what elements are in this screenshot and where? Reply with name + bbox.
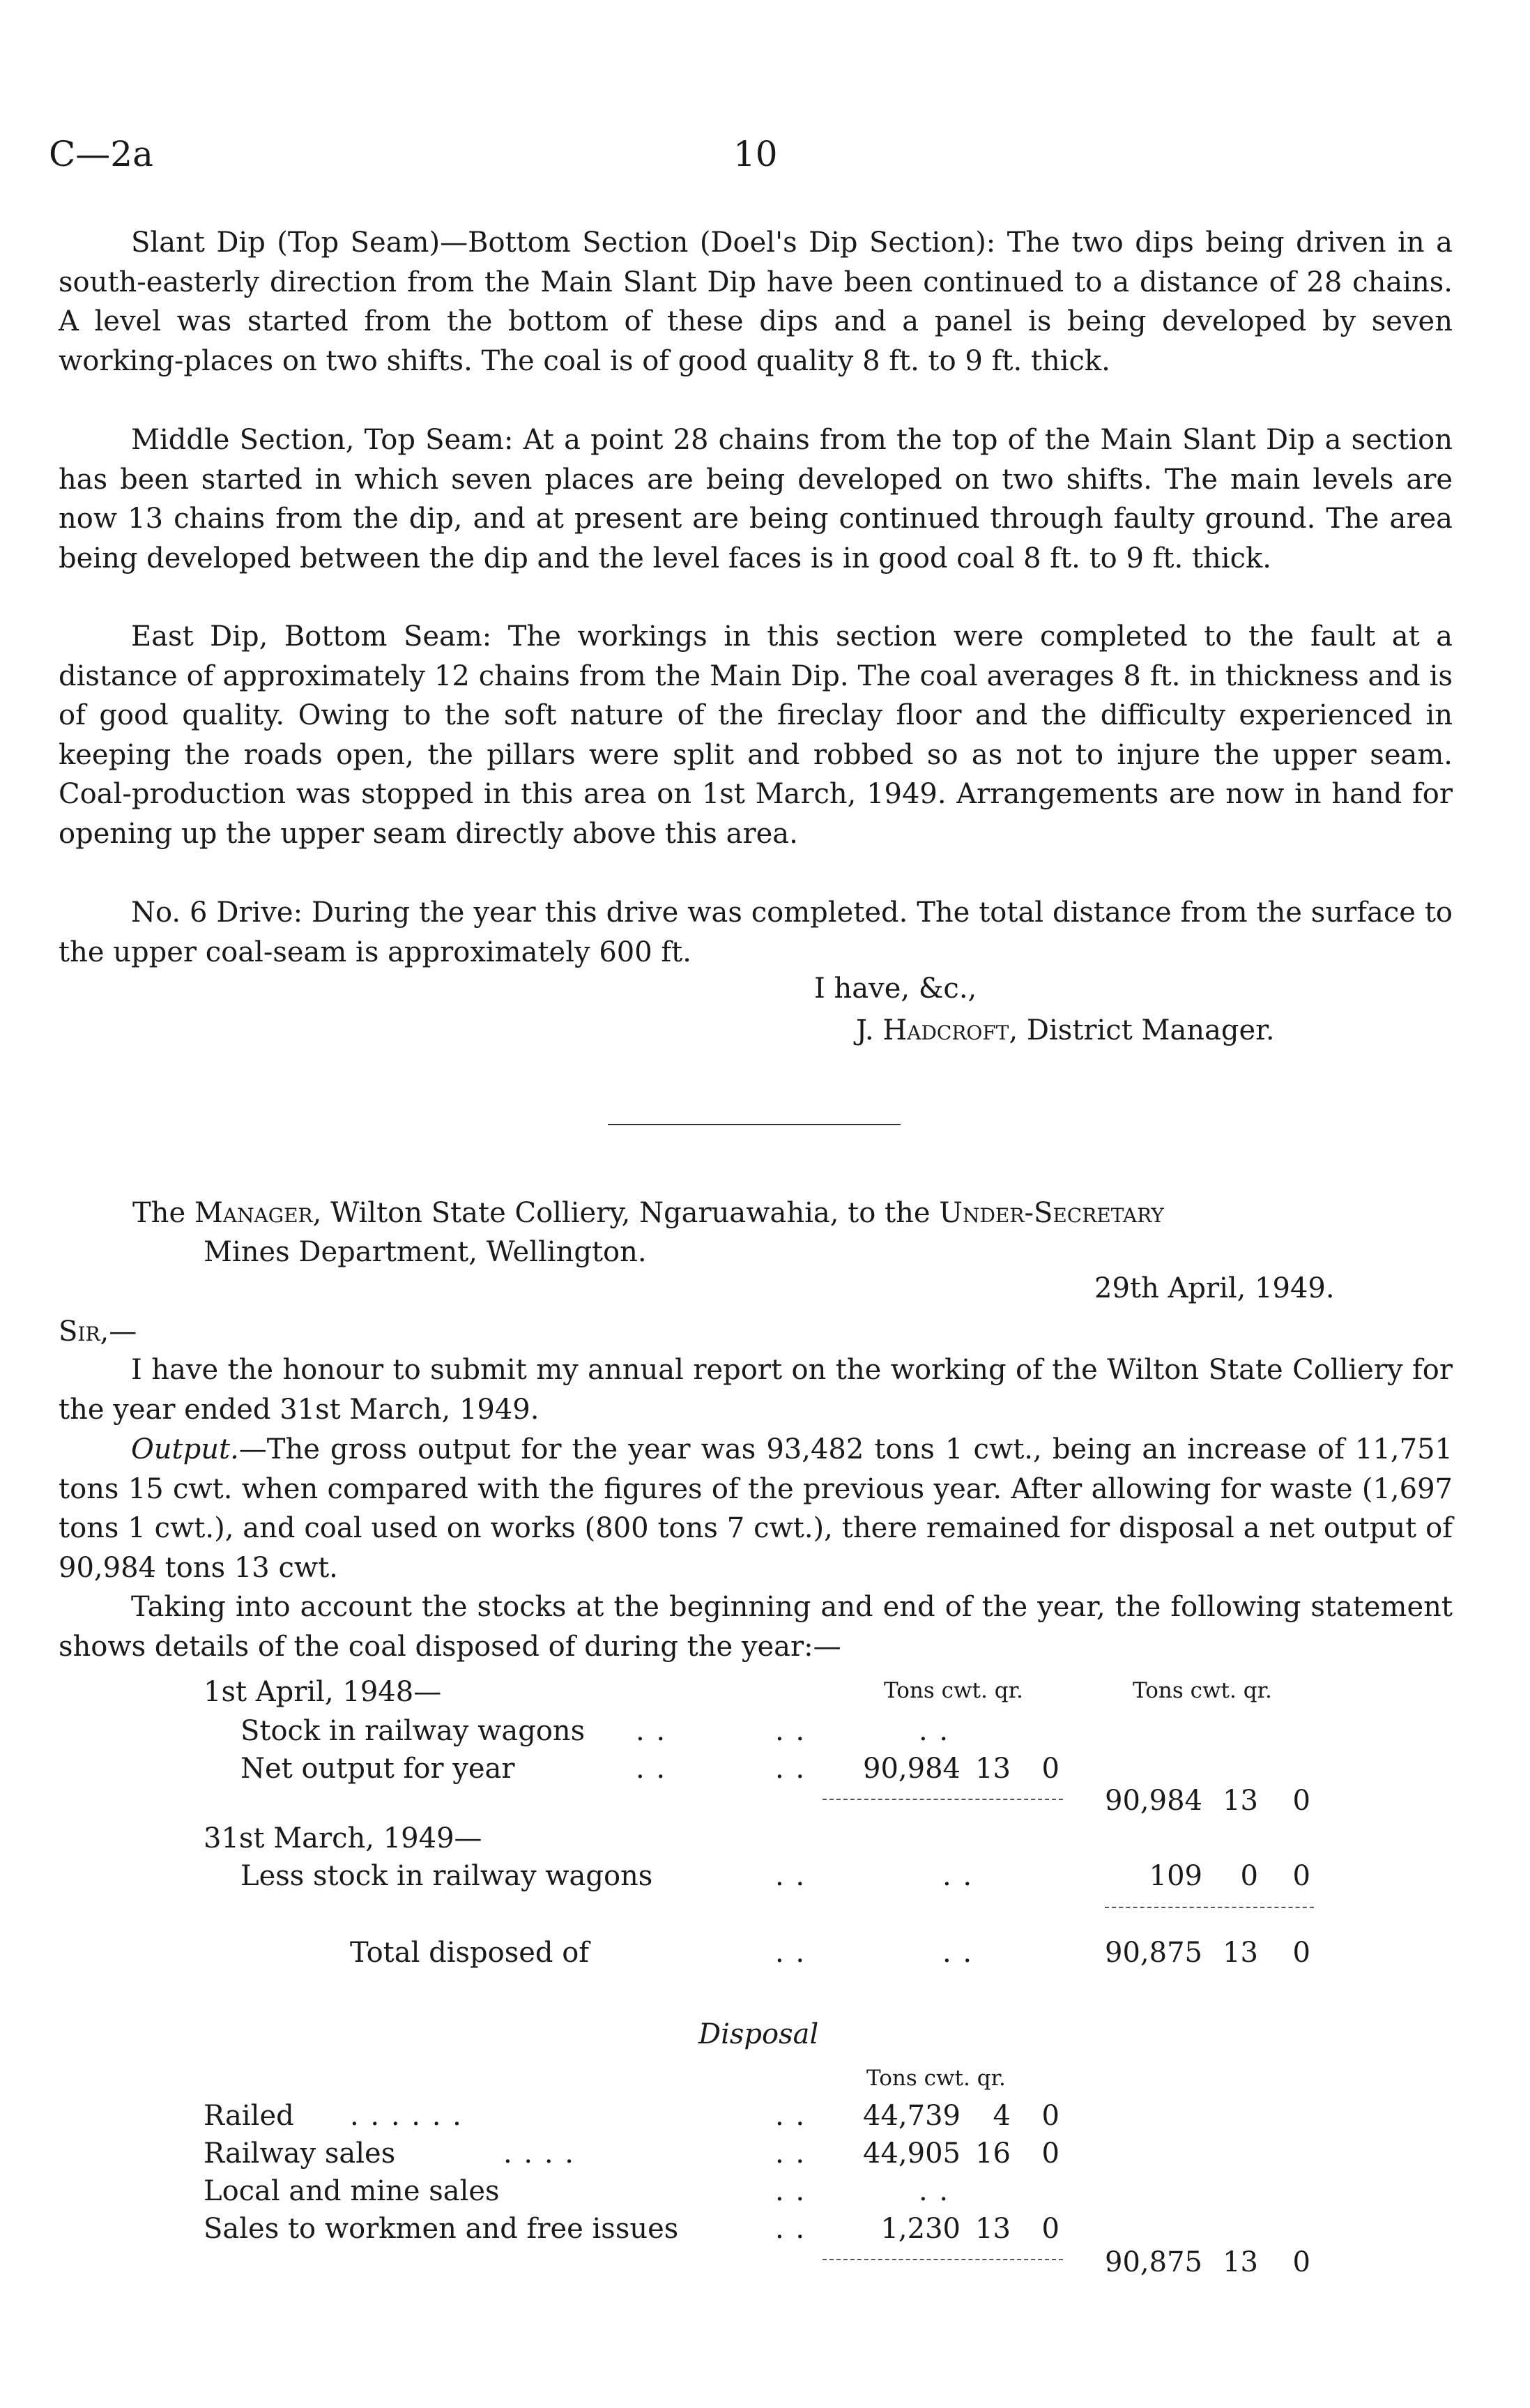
row-total-qr: 0 xyxy=(1292,1937,1310,1969)
disposal-total-tons: 90,875 xyxy=(1105,2246,1202,2278)
signatory-title: District Manager. xyxy=(1026,1014,1275,1046)
disposal-row-railway-sales-leaders: . . . . xyxy=(503,2138,576,2170)
output-text: —The gross output for the year was 93,482 tons 1 cwt., being an increase of 11,751 tons 15 cwt. when compared with the figures of the previous year. After allowing for waste (1,697 tons 1 cwt.), and coal used on works (800 tons 7 cwt.), there remained for disposal a net output of 90,984 tons 13 cwt. xyxy=(59,1433,1453,1584)
row-net-qr: 0 xyxy=(1041,1753,1059,1785)
row-less-cwt: 0 xyxy=(1240,1860,1258,1892)
disposal-row-local-label: Local and mine sales xyxy=(204,2175,500,2207)
disposal-row-railway-sales-cwt: 16 xyxy=(975,2138,1011,2170)
row-less-label: Less stock in railway wagons xyxy=(240,1860,653,1892)
disposal-row-local-leaders-2: . . xyxy=(775,2175,806,2207)
statement-date-closing: 31st March, 1949— xyxy=(204,1822,482,1854)
disposal-row-workmen-cwt: 13 xyxy=(975,2213,1011,2245)
subtotal-tons: 90,984 xyxy=(1105,1785,1202,1817)
disposal-row-workmen-qr: 0 xyxy=(1041,2213,1059,2245)
disposal-row-railed-qr: 0 xyxy=(1041,2100,1059,2132)
disposal-row-railway-sales-label: Railway sales xyxy=(204,2138,396,2170)
disposal-col-header: Tons cwt. qr. xyxy=(866,2066,1006,2091)
subtotal-rule-1 xyxy=(823,1799,1063,1800)
row-less-qr: 0 xyxy=(1292,1860,1310,1892)
row-total-leaders: . . xyxy=(775,1937,806,1969)
page-number: 10 xyxy=(733,134,778,174)
disposal-total-rule xyxy=(823,2259,1063,2260)
disposal-row-local-tons: . . xyxy=(919,2175,950,2207)
address-the: The xyxy=(132,1197,186,1229)
row-stock-leaders-2: . . xyxy=(775,1715,806,1747)
row-net-tons: 90,984 xyxy=(863,1753,961,1785)
row-total-label: Total disposed of xyxy=(350,1937,590,1969)
signature-block xyxy=(856,1014,1275,1046)
disposal-row-railed-cwt: 4 xyxy=(993,2100,1011,2132)
subtotal-qr: 0 xyxy=(1292,1785,1310,1817)
disposal-row-railed-label: Railed xyxy=(204,2100,294,2132)
statement-col-header-1: Tons cwt. qr. xyxy=(884,1678,1023,1703)
signatory-name: J. Hadcroft, xyxy=(856,1014,1018,1046)
disposal-row-workmen-leaders-2: . . xyxy=(775,2213,806,2245)
row-total-cwt: 13 xyxy=(1223,1937,1258,1969)
subtotal-cwt: 13 xyxy=(1223,1785,1258,1817)
disposal-row-railway-sales-leaders-2: . . xyxy=(775,2138,806,2170)
row-net-label: Net output for year xyxy=(240,1753,515,1785)
row-net-leaders: . . xyxy=(636,1753,667,1785)
total-rule xyxy=(1105,1907,1314,1908)
disposal-row-railway-sales-qr: 0 xyxy=(1041,2138,1059,2170)
address-middle: Wilton State Colliery, Ngaruawahia, to the xyxy=(330,1197,931,1229)
row-less-leaders: . . xyxy=(775,1860,806,1892)
disposal-row-railway-sales-tons: 44,905 xyxy=(863,2138,961,2170)
row-net-leaders-2: . . xyxy=(775,1753,806,1785)
statement-col-header-2: Tons cwt. qr. xyxy=(1133,1678,1272,1703)
paragraph-stocks: Taking into account the stocks at the beginning and end of the year, the following statement shows details of the coal disposed of during the year:— xyxy=(59,1591,1453,1663)
disposal-row-workmen-tons: 1,230 xyxy=(880,2213,961,2245)
row-total-tons: 90,875 xyxy=(1105,1937,1202,1969)
paragraph-no6-drive: No. 6 Drive: During the year this drive was completed. The total distance from the surface to the upper coal-seam is approximately 600 ft. xyxy=(59,897,1453,968)
paragraph-middle-section: Middle Section, Top Seam: At a point 28 chains from the top of the Main Slant Dip a section has been started in which seven places are being developed on two shifts. The main levels are now 13 chains from the dip, and at present are being continued through faulty ground. The area being developed between the dip and the level faces is in good coal 8 ft. to 9 ft. thick. xyxy=(59,424,1453,574)
disposal-row-railed-tons: 44,739 xyxy=(863,2100,961,2132)
address-line-2: Mines Department, Wellington. xyxy=(204,1236,647,1268)
output-heading: Output. xyxy=(131,1433,239,1465)
row-stock-value: . . xyxy=(919,1715,950,1747)
address-under-secretary: Under-Secretary xyxy=(939,1197,1164,1229)
disposal-row-railed-leaders: . . . . . . xyxy=(350,2100,463,2132)
row-net-cwt: 13 xyxy=(975,1753,1011,1785)
salutation: Sir,— xyxy=(59,1316,137,1348)
closing-formula: I have, &c., xyxy=(814,973,977,1005)
row-less-tons: 109 xyxy=(1149,1860,1202,1892)
section-divider xyxy=(608,1124,901,1125)
letter-date: 29th April, 1949. xyxy=(1094,1272,1335,1304)
disposal-row-railed-leaders-2: . . xyxy=(775,2100,806,2132)
disposal-total-cwt: 13 xyxy=(1223,2246,1258,2278)
address-manager: Manager, xyxy=(194,1197,322,1229)
paragraph-output xyxy=(59,1430,1453,1587)
statement-date-opening: 1st April, 1948— xyxy=(204,1676,442,1708)
disposal-row-workmen-label: Sales to workmen and free issues xyxy=(204,2213,679,2245)
address-line-1 xyxy=(132,1197,1164,1229)
paragraph-intro: I have the honour to submit my annual report on the working of the Wilton State Colliery for the year ended 31st March, 1949. xyxy=(59,1354,1453,1426)
report-reference: C—2a xyxy=(49,134,153,174)
row-stock-label: Stock in railway wagons xyxy=(240,1715,586,1747)
row-stock-leaders: . . xyxy=(636,1715,667,1747)
row-total-leaders-2: . . xyxy=(942,1937,974,1969)
disposal-total-qr: 0 xyxy=(1292,2246,1310,2278)
paragraph-slant-dip: Slant Dip (Top Seam)—Bottom Section (Doel's Dip Section): The two dips being driven in a south-easterly direction from the Main Slant Dip have been continued to a distance of 28 chains. A level was started from the bottom of these dips and a panel is being developed by seven working-places on two shifts. The coal is of good quality 8 ft. to 9 ft. thick. xyxy=(59,227,1453,377)
disposal-heading: Disposal xyxy=(698,2018,819,2050)
paragraph-east-dip: East Dip, Bottom Seam: The workings in this section were completed to the fault at a distance of approximately 12 chains from the Main Dip. The coal averages 8 ft. in thickness and is of good quality. Owing to the soft nature of the fireclay floor and the difficulty experienced in keeping the roads open, the pillars were split and robbed so as not to injure the upper seam. Coal-production was stopped in this area on 1st March, 1949. Arrangements are now in hand for opening up the upper seam directly above this area. xyxy=(59,620,1453,850)
row-less-leaders-2: . . xyxy=(942,1860,974,1892)
